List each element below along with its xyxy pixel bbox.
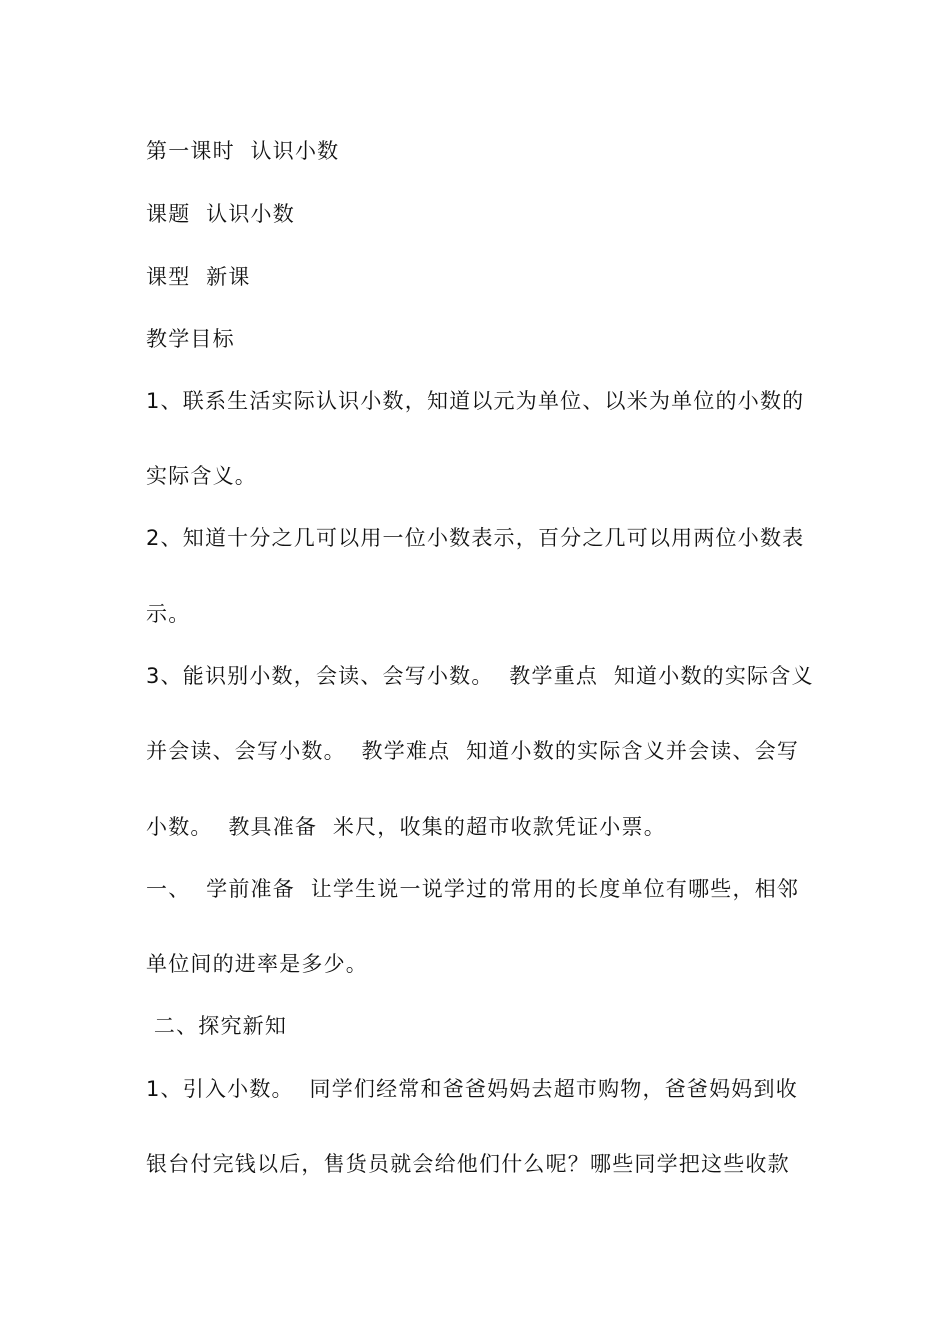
lesson-type-line: 课型 新课 xyxy=(146,265,251,289)
paragraph-line: 单位间的进率是多少。 xyxy=(146,952,368,976)
paragraph-line: 1、引入小数。 同学们经常和爸爸妈妈去超市购物，爸爸妈妈到收 xyxy=(146,1077,798,1101)
lesson-heading: 第一课时 认识小数 xyxy=(146,139,340,163)
paragraph-line: 小数。 教具准备 米尺，收集的超市收款凭证小票。 xyxy=(146,815,666,839)
paragraph-line: 实际含义。 xyxy=(146,464,257,488)
paragraph-line: 一、 学前准备 让学生说一说学过的常用的长度单位有哪些，相邻 xyxy=(146,877,800,901)
paragraph-line: 2、知道十分之几可以用一位小数表示，百分之几可以用两位小数表 xyxy=(146,526,805,550)
topic-line: 课题 认识小数 xyxy=(146,202,295,226)
paragraph-line: 3、能识别小数，会读、会写小数。 教学重点 知道小数的实际含义 xyxy=(146,664,814,688)
paragraph-line: 1、联系生活实际认识小数，知道以元为单位、以米为单位的小数的 xyxy=(146,389,805,413)
paragraph-line: 示。 xyxy=(146,602,191,626)
section-heading: 二、探究新知 xyxy=(146,1014,288,1038)
objectives-heading: 教学目标 xyxy=(146,327,235,351)
paragraph-line: 并会读、会写小数。 教学难点 知道小数的实际含义并会读、会写 xyxy=(146,739,800,763)
paragraph-line: 银台付完钱以后，售货员就会给他们什么呢？哪些同学把这些收款 xyxy=(146,1152,790,1176)
